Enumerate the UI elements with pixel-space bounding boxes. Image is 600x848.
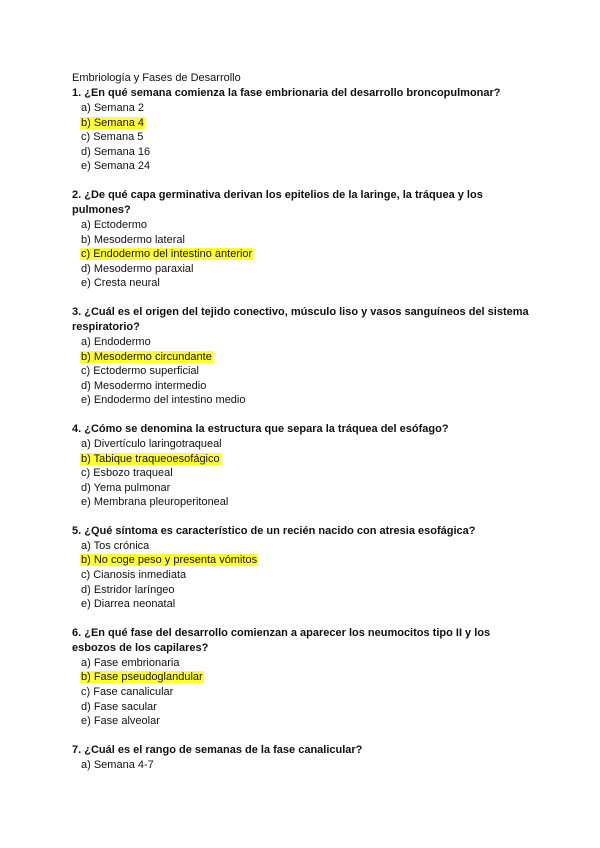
option-label: d) Semana 16 (81, 145, 151, 158)
option-label: a) Ectodermo (81, 218, 148, 231)
question-text: 2. ¿De qué capa germinativa derivan los epitelios de la laringe, la tráquea y los pulmones? (72, 188, 483, 216)
option-label: d) Estridor laríngeo (81, 583, 175, 596)
answer-option (80, 539, 532, 554)
option-label: a) Semana 2 (81, 102, 144, 114)
question-5 (72, 524, 532, 612)
answer-option (80, 393, 532, 408)
answer-option (80, 276, 532, 291)
option-list (72, 437, 532, 510)
option-list (72, 656, 532, 729)
option-label: a) Endodermo (81, 335, 151, 348)
question-spacer (72, 408, 532, 422)
option-label: d) Yema pulmonar (81, 481, 171, 494)
answer-option (80, 685, 532, 700)
answer-option (80, 364, 532, 379)
answer-option (80, 758, 532, 773)
answer-option (80, 481, 532, 496)
answer-option (80, 583, 532, 598)
answer-option-highlighted (80, 452, 532, 467)
option-label: b) Tabique traqueoesofágico (81, 452, 220, 465)
answer-option (80, 159, 532, 174)
answer-option-highlighted (80, 247, 532, 262)
option-label: e) Diarrea neonatal (81, 598, 176, 611)
question-list (72, 86, 532, 772)
question-spacer (72, 612, 532, 626)
option-label: c) Esbozo traqueal (81, 467, 173, 480)
question-spacer (72, 510, 532, 524)
option-label: c) Fase canalicular (81, 686, 174, 699)
answer-option-highlighted (80, 350, 532, 365)
question-4 (72, 422, 532, 510)
question-spacer (72, 291, 532, 305)
question-text: 7. ¿Cuál es el rango de semanas de la fase canalicular? (72, 743, 363, 756)
option-label: b) Mesodermo circundante (81, 350, 212, 363)
question-2 (72, 188, 532, 291)
option-label: a) Tos crónica (81, 539, 150, 552)
option-list (72, 218, 532, 291)
option-label: c) Endodermo del intestino anterior (81, 248, 253, 261)
option-label: d) Mesodermo intermedio (81, 379, 207, 392)
option-list (72, 539, 532, 612)
question-6 (72, 626, 532, 729)
answer-option (80, 714, 532, 729)
option-label: e) Cresta neural (81, 277, 160, 290)
option-label: c) Cianosis inmediata (81, 569, 187, 582)
option-label: d) Fase sacular (81, 700, 157, 713)
option-label: e) Membrana pleuroperitoneal (81, 496, 229, 509)
option-label: a) Semana 4-7 (81, 758, 154, 771)
question-spacer (72, 174, 532, 188)
answer-option (80, 145, 532, 160)
answer-option-highlighted (80, 116, 532, 131)
option-label: b) Semana 4 (81, 116, 144, 129)
answer-option (80, 218, 532, 233)
option-label: a) Divertículo laringotraqueal (81, 437, 222, 450)
answer-option (80, 437, 532, 452)
document-page (72, 71, 532, 772)
question-text: 3. ¿Cuál es el origen del tejido conectivo, músculo liso y vasos sanguíneos del sistema respiratorio? (72, 305, 529, 333)
option-label: e) Semana 24 (81, 160, 151, 173)
option-list (72, 758, 532, 773)
option-list (72, 101, 532, 174)
question-3 (72, 305, 532, 408)
option-label: e) Endodermo del intestino medio (81, 394, 246, 407)
answer-option (80, 700, 532, 715)
answer-option (80, 262, 532, 277)
option-label: c) Ectodermo superficial (81, 365, 199, 378)
answer-option (80, 597, 532, 612)
question-1 (72, 86, 532, 174)
answer-option (80, 130, 532, 145)
answer-option (80, 466, 532, 481)
question-text: 6. ¿En qué fase del desarrollo comienzan a aparecer los neumocitos tipo II y los esbozos de los capilares? (72, 626, 491, 654)
option-label: a) Fase embrionaria (81, 656, 180, 669)
option-label: b) Mesodermo lateral (81, 233, 185, 246)
answer-option (80, 568, 532, 583)
option-list (72, 335, 532, 408)
answer-option-highlighted (80, 670, 532, 685)
question-text: 5. ¿Qué síntoma es característico de un recién nacido con atresia esofágica? (72, 524, 476, 537)
answer-option (80, 101, 532, 116)
answer-option (80, 335, 532, 350)
answer-option (80, 379, 532, 394)
option-label: b) No coge peso y presenta vómitos (81, 554, 258, 567)
answer-option (80, 656, 532, 671)
answer-option (80, 495, 532, 510)
option-label: c) Semana 5 (81, 131, 144, 144)
document-title: Embriología y Fases de Desarrollo (72, 72, 241, 84)
option-label: d) Mesodermo paraxial (81, 262, 194, 275)
question-spacer (72, 729, 532, 743)
answer-option (80, 233, 532, 248)
question-7 (72, 743, 532, 773)
option-label: e) Fase alveolar (81, 715, 160, 728)
answer-option-highlighted (80, 553, 532, 568)
question-text: 1. ¿En qué semana comienza la fase embrionaria del desarrollo broncopulmonar? (72, 87, 501, 99)
option-label: b) Fase pseudoglandular (81, 671, 203, 684)
question-text: 4. ¿Cómo se denomina la estructura que separa la tráquea del esófago? (72, 422, 449, 435)
